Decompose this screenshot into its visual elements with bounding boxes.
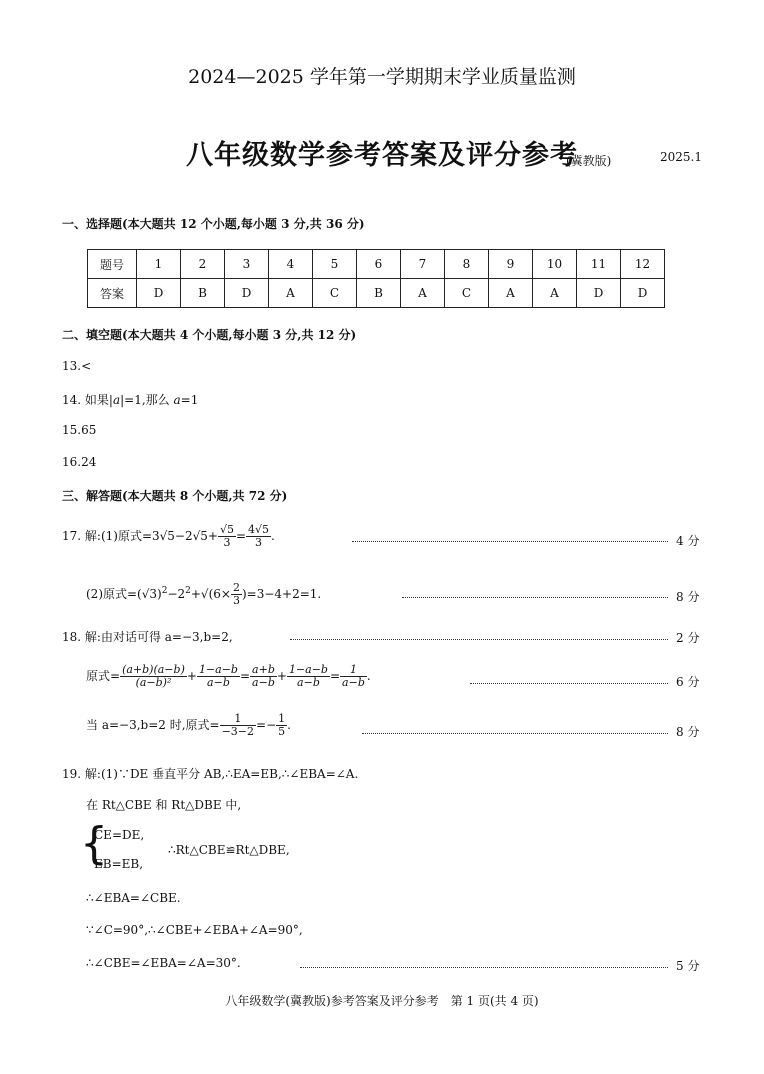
table-cell: 11 xyxy=(577,250,621,279)
fraction xyxy=(276,713,287,738)
fraction-denominator: (a−b)² xyxy=(135,676,172,689)
q19-line2: 在 Rt△CBE 和 Rt△DBE 中, xyxy=(86,798,242,812)
fraction-numerator: √5 xyxy=(219,523,234,536)
fraction-numerator: 1 xyxy=(278,712,286,725)
table-cell: B xyxy=(181,279,225,308)
q18-line3 xyxy=(86,713,291,738)
table-cell: 2 xyxy=(181,250,225,279)
exam-header: 2024—2025 学年第一学期期末学业质量监测 xyxy=(188,66,576,88)
table-cell: A xyxy=(269,279,313,308)
fraction-numerator: 1−a−b xyxy=(288,663,328,676)
table-cell: 3 xyxy=(225,250,269,279)
fraction-denominator: 3 xyxy=(232,594,240,607)
equals-sign: = xyxy=(235,529,247,543)
table-cell: A xyxy=(489,279,533,308)
exponent: 2 xyxy=(161,586,168,596)
q18-l2-prefix: 原式= xyxy=(86,669,121,683)
q14-var: a xyxy=(112,393,121,407)
dotted-leader xyxy=(290,639,668,640)
q18-l3-end: . xyxy=(287,718,291,732)
fraction xyxy=(231,582,242,607)
fraction-denominator: −3−2 xyxy=(221,725,255,738)
table-cell: 1 xyxy=(137,250,181,279)
system-eq1: CE=DE, xyxy=(94,828,145,842)
q18-l3-prefix: 当 a=−3,b=2 时,原式= xyxy=(86,718,220,732)
fraction-numerator: (a+b)(a−b) xyxy=(122,663,185,676)
q19-line6: ∴∠CBE=∠EBA=∠A=30°. xyxy=(86,956,241,970)
score-label: 6 分 xyxy=(676,675,700,689)
fraction-denominator: 5 xyxy=(278,725,286,738)
score-label: 4 分 xyxy=(676,534,700,548)
dotted-leader xyxy=(362,733,668,734)
q18-l2-end: . xyxy=(366,669,371,683)
edition-label: (冀教版) xyxy=(566,154,612,168)
fraction-numerator: 1 xyxy=(220,713,256,726)
table-cell: 10 xyxy=(533,250,577,279)
table-row-numbers xyxy=(88,250,665,279)
table-header-cell: 答案 xyxy=(88,279,137,308)
fraction-denominator: a−b xyxy=(207,676,230,689)
table-cell: 4 xyxy=(269,250,313,279)
fraction xyxy=(218,524,236,549)
system-conclusion: ∴Rt△CBE≌Rt△DBE, xyxy=(168,843,290,857)
exponent: 2 xyxy=(185,586,191,596)
table-cell: C xyxy=(313,279,357,308)
fraction xyxy=(220,713,256,738)
table-header-cell: 题号 xyxy=(88,250,137,279)
fraction xyxy=(120,664,187,689)
table-cell: C xyxy=(445,279,489,308)
q14-prefix: 14. 如果| xyxy=(62,393,113,407)
fraction-denominator: a−b xyxy=(342,676,365,689)
document-title: 八年级数学参考答案及评分参考 xyxy=(186,140,578,171)
score-label: 5 分 xyxy=(676,959,700,973)
q19-line4: ∴∠EBA=∠CBE. xyxy=(86,891,181,905)
fraction-denominator: 3 xyxy=(223,536,231,549)
table-cell: 8 xyxy=(445,250,489,279)
q17-p2-mid: −2 xyxy=(167,587,186,601)
score-label: 2 分 xyxy=(676,631,700,645)
answer-q13: 13.< xyxy=(62,359,92,373)
fraction-denominator: a−b xyxy=(252,676,275,689)
page-footer: 八年级数学(冀教版)参考答案及评分参考 第 1 页(共 4 页) xyxy=(225,994,539,1008)
fraction xyxy=(287,664,330,689)
score-label: 8 分 xyxy=(676,725,700,739)
fraction xyxy=(250,664,277,689)
plus-sign: + xyxy=(186,669,197,683)
q17-p1-prefix: 17. 解:(1)原式=3√5−2√5+ xyxy=(62,529,218,543)
table-cell: 6 xyxy=(357,250,401,279)
fraction-denominator: 3 xyxy=(255,536,263,549)
table-cell: A xyxy=(533,279,577,308)
answer-table xyxy=(87,249,665,308)
equals-sign: =− xyxy=(256,718,277,732)
q17-p2-end: )=3−4+2=1. xyxy=(241,587,322,601)
table-cell: D xyxy=(225,279,269,308)
fraction-numerator: 2 xyxy=(232,581,240,594)
q17-part2 xyxy=(86,582,321,607)
fraction xyxy=(197,664,240,689)
table-cell: 5 xyxy=(313,250,357,279)
dotted-leader xyxy=(300,967,668,968)
dotted-leader xyxy=(470,683,668,684)
table-cell: 12 xyxy=(621,250,665,279)
equals-sign: = xyxy=(329,669,341,683)
q17-p1-end: . xyxy=(271,529,275,543)
table-cell: B xyxy=(357,279,401,308)
q14-var: a xyxy=(173,393,181,407)
section2-heading: 二、填空题(本大题共 4 个小题,每小题 3 分,共 12 分) xyxy=(62,328,357,342)
table-cell: D xyxy=(137,279,181,308)
q17-p2-prefix: (2)原式=(√3) xyxy=(86,587,162,601)
table-cell: 9 xyxy=(489,250,533,279)
q19-line1: 19. 解:(1)∵DE 垂直平分 AB,∴EA=EB,∴∠EBA=∠A. xyxy=(62,767,359,781)
document-date: 2025.1 xyxy=(660,150,702,164)
table-cell: 7 xyxy=(401,250,445,279)
q14-mid: |=1,那么 xyxy=(120,393,174,407)
q17-p2-plus: +√(6× xyxy=(190,587,231,601)
equals-sign: = xyxy=(239,669,251,683)
dotted-leader xyxy=(352,541,668,542)
table-cell: D xyxy=(621,279,665,308)
fraction-numerator: 1 xyxy=(340,664,367,677)
table-cell: D xyxy=(577,279,621,308)
fraction xyxy=(246,524,271,549)
section1-heading: 一、选择题(本大题共 12 个小题,每小题 3 分,共 36 分) xyxy=(62,217,365,231)
fraction xyxy=(340,664,367,689)
table-row-answers xyxy=(88,279,665,308)
answer-q15: 15.65 xyxy=(62,423,97,437)
fraction-numerator: 4√5 xyxy=(248,523,270,536)
q18-line1: 18. 解:由对话可得 a=−3,b=2, xyxy=(62,630,233,644)
plus-sign: + xyxy=(276,669,287,683)
answer-q14 xyxy=(62,391,198,408)
q17-part1 xyxy=(62,524,275,549)
left-brace: { xyxy=(80,818,108,869)
q14-end: =1 xyxy=(180,393,199,407)
table-cell: A xyxy=(401,279,445,308)
section3-heading: 三、解答题(本大题共 8 个小题,共 72 分) xyxy=(62,489,288,503)
fraction-numerator: a+b xyxy=(252,663,275,676)
q18-line2 xyxy=(86,664,371,689)
system-eq2: EB=EB, xyxy=(94,857,144,871)
score-label: 8 分 xyxy=(676,590,700,604)
answer-q16: 16.24 xyxy=(62,455,97,469)
dotted-leader xyxy=(402,597,668,598)
q19-line5: ∵∠C=90°,∴∠CBE+∠EBA+∠A=90°, xyxy=(86,923,303,937)
fraction-numerator: 1−a−b xyxy=(198,663,238,676)
fraction-denominator: a−b xyxy=(297,676,320,689)
